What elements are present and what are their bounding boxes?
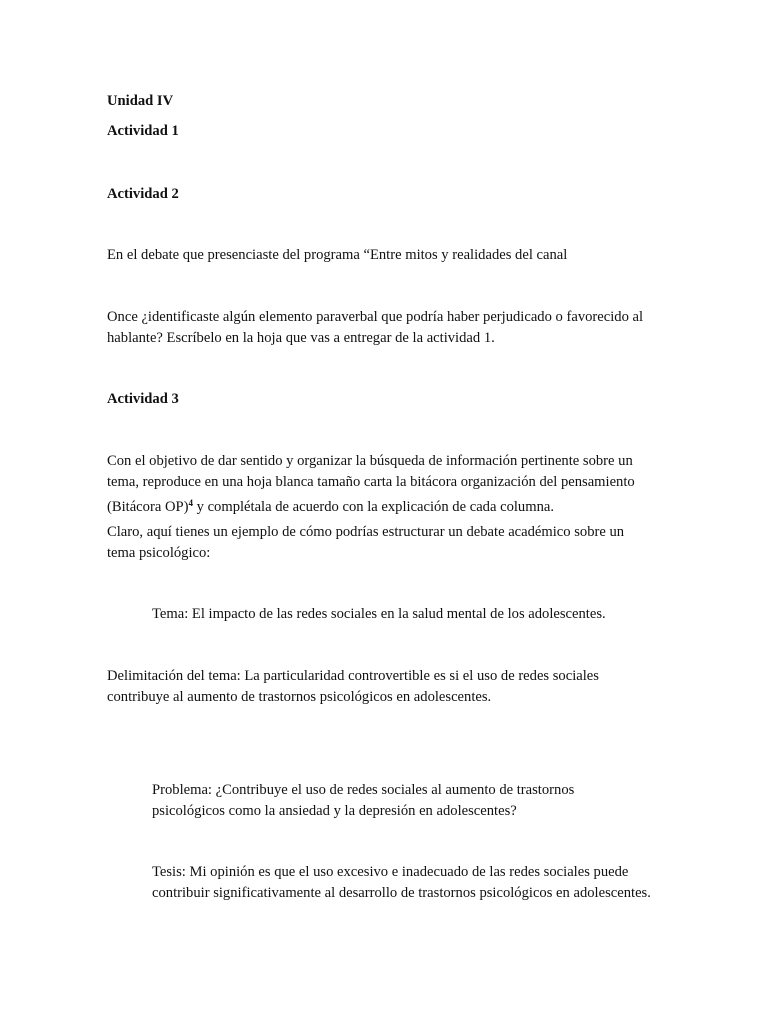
- unit-title: Unidad IV: [107, 93, 174, 109]
- activity-2-question: Once ¿identificaste algún elemento paraverbal que podría haber perjudicado o favorecido al hablante? Escríbelo en la hoja que vas a entregar de la actividad 1.: [107, 309, 644, 346]
- debate-thesis: Tesis: Mi opinión es que el uso excesivo e inadecuado de las redes sociales puede contribuir significativamente al desarrollo de trastornos psicológicos en adolescentes.: [152, 864, 651, 901]
- example-intro: Claro, aquí tienes un ejemplo de cómo podrías estructurar un debate académico sobre un tema psicológico:: [107, 524, 625, 561]
- activity-3-heading: Actividad 3: [107, 391, 179, 407]
- debate-problem: Problema: ¿Contribuye el uso de redes sociales al aumento de trastornos psicológicos como la ansiedad y la depresión en adolescentes?: [152, 782, 575, 819]
- activity-2-intro-line: En el debate que presenciaste del programa “Entre mitos y realidades del canal: [107, 247, 568, 263]
- activity-3-instructions-text: Con el objetivo de dar sentido y organizar la búsqueda de información pertinente sobre un tema, reproduce en una hoja blanca tamaño carta la bitácora organización del pensamiento (Bitácora OP): [107, 453, 635, 515]
- debate-topic: Tema: El impacto de las redes sociales en la salud mental de los adolescentes.: [152, 606, 606, 622]
- activity-1-heading: Actividad 1: [107, 123, 179, 139]
- footnote-marker: 4: [188, 498, 193, 508]
- activity-3-instructions: [107, 451, 657, 518]
- activity-2-heading: Actividad 2: [107, 186, 179, 202]
- activity-3-instructions-end: y complétala de acuerdo con la explicación de cada columna.: [192, 499, 554, 515]
- topic-delimitation: Delimitación del tema: La particularidad controvertible es si el uso de redes sociales contribuye al aumento de trastornos psicológicos en adolescentes.: [107, 668, 599, 705]
